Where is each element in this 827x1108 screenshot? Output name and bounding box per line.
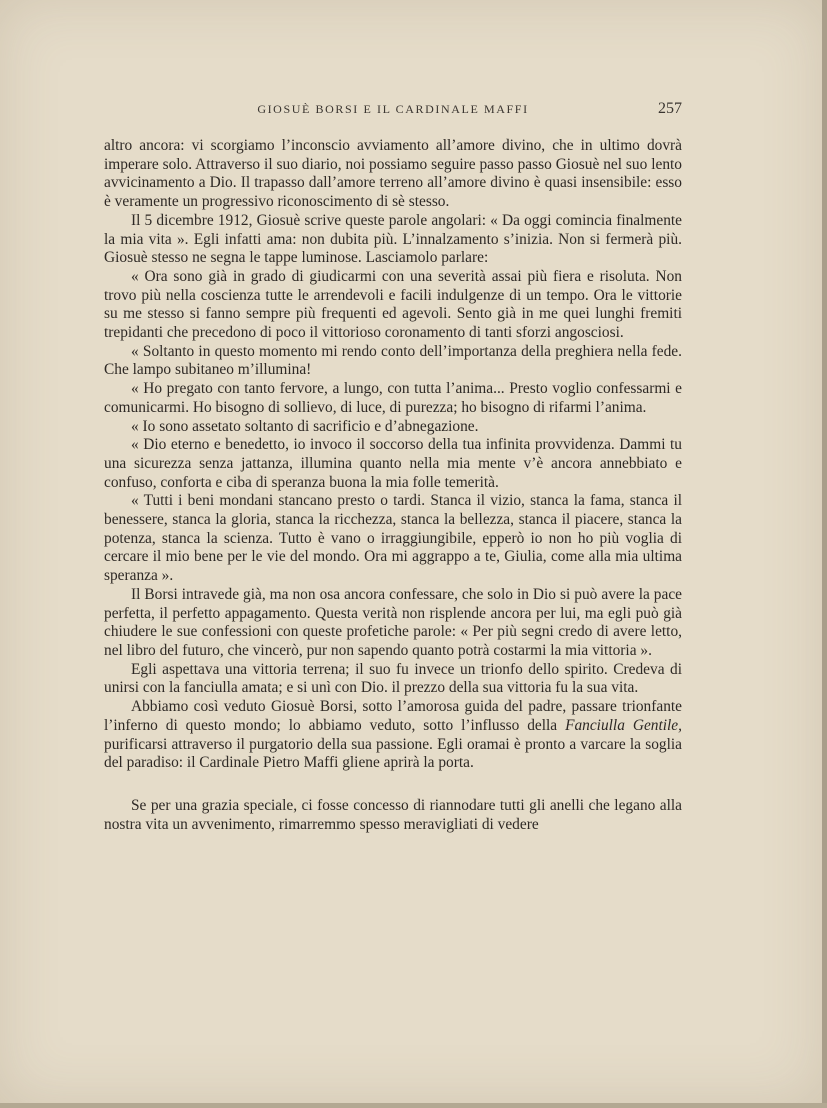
page-edge (822, 0, 827, 1108)
paragraph: « Ho pregato con tanto fervore, a lungo, con tutta l’anima... Presto voglio confessarmi e comunicarmi. Ho bisogno di sollievo, di luce, di purezza; ho bisogno di rifarmi l’anima. (104, 380, 682, 416)
running-title: GIOSUÈ BORSI E IL CARDINALE MAFFI (257, 102, 529, 116)
paragraph: « Ora sono già in grado di giudicarmi con una severità assai più fiera e risoluta. Non trovo più nella coscienza tutte le arrendevoli e facili indulgenze di un tempo. Ora le vittorie su me stesso si fanno sempre più frequenti ed agevoli. Sento già in me quei lunghi fremiti trepidanti che precedono di poco il vittorioso coronamento di tanti sforzi angosciosi. (104, 267, 682, 342)
paragraph-text: Abbiamo così veduto Giosuè Borsi, sotto l’amorosa guida del padre, passare trionfante l’inferno di questo mondo; lo abbiamo veduto, sotto l’influsso della (104, 698, 682, 734)
page-header (104, 100, 682, 120)
paragraph: Egli aspettava una vittoria terrena; il suo fu invece un trionfo dello spirito. Credeva di unirsi con la fanciulla amata; e si unì con Dio. il prezzo della sua vittoria fu la sua vita. (104, 660, 682, 697)
paragraph: « Io sono assetato soltanto di sacrificio e d’abnegazione. (131, 417, 479, 435)
italic-title: Fanciulla Gentile, (565, 716, 682, 734)
page-edge (0, 1103, 827, 1108)
paragraph: « Dio eterno e benedetto, io invoco il soccorso della tua infinita provvidenza. Dammi tu una sicurezza senza jattanza, illumina quanto nella mia mente v’è ancora annebbiato e confuso, conforta e ciba di speranza buona la mia folle temerità. (104, 436, 682, 491)
paragraph: « Tutti i beni mondani stancano presto o tardi. Stanca il vizio, stanca la fama, stanca il benessere, stanca la gloria, stanca la ricchezza, stanca la bellezza, stanca il piacere, stanca la potenza, stanca la scienza. Tutto è vano o irraggiungibile, epperò io non ho più voglia di cercare il mio bene per le vie del mondo. Ora mi aggrappo a te, Giulia, come alla mia ultima speranza ». (104, 492, 682, 585)
paragraph: Il Borsi intravede già, ma non osa ancora confessare, che solo in Dio si può avere la pace perfetta, il perfetto appagamento. Questa verità non risplende ancora per lui, ma egli può già chiudere le sue confessioni con queste profetiche parole: « Per più segni credo di avere letto, nel libro del futuro, che vincerò, pur non sapendo quanto potrà costarmi la mia vittoria ». (104, 585, 682, 659)
paragraph: Se per una grazia speciale, ci fosse concesso di riannodare tutti gli anelli che legano alla nostra vita un avvenimento, rimarremmo spesso meravigliati di vedere (104, 796, 682, 833)
paragraph-text: purificarsi attraverso il purgatorio della sua passione. Egli oramai è pronto a varcare la soglia del paradiso: il Cardinale Pietro Maffi gliene aprirà la porta. (104, 735, 682, 772)
paragraph (104, 698, 682, 773)
page-number: 257 (658, 100, 682, 117)
paragraph: Il 5 dicembre 1912, Giosuè scrive queste parole angolari: « Da oggi comincia finalmente la mia vita ». Egli infatti ama: non dubita più. L’innalzamento s’inizia. Non si fermerà più. Giosuè stesso ne segna le tappe luminose. Lasciamolo parlare: (104, 211, 682, 267)
body-text (104, 137, 682, 834)
paragraph: « Soltanto in questo momento mi rendo conto dell’importanza della preghiera nella fede. Che lampo subitaneo m’illumina! (104, 342, 682, 379)
paragraph: altro ancora: vi scorgiamo l’inconscio avviamento all’amore divino, che in ultimo dovrà imperare solo. Attraverso il suo diario, noi possiamo seguire passo passo Giosuè nel suo lento avvicinamento a Dio. Il trapasso dall’amore terreno all’amore divino è quasi insensibile: esso è veramente un progressivo riconoscimento di sè stesso. (104, 137, 682, 211)
